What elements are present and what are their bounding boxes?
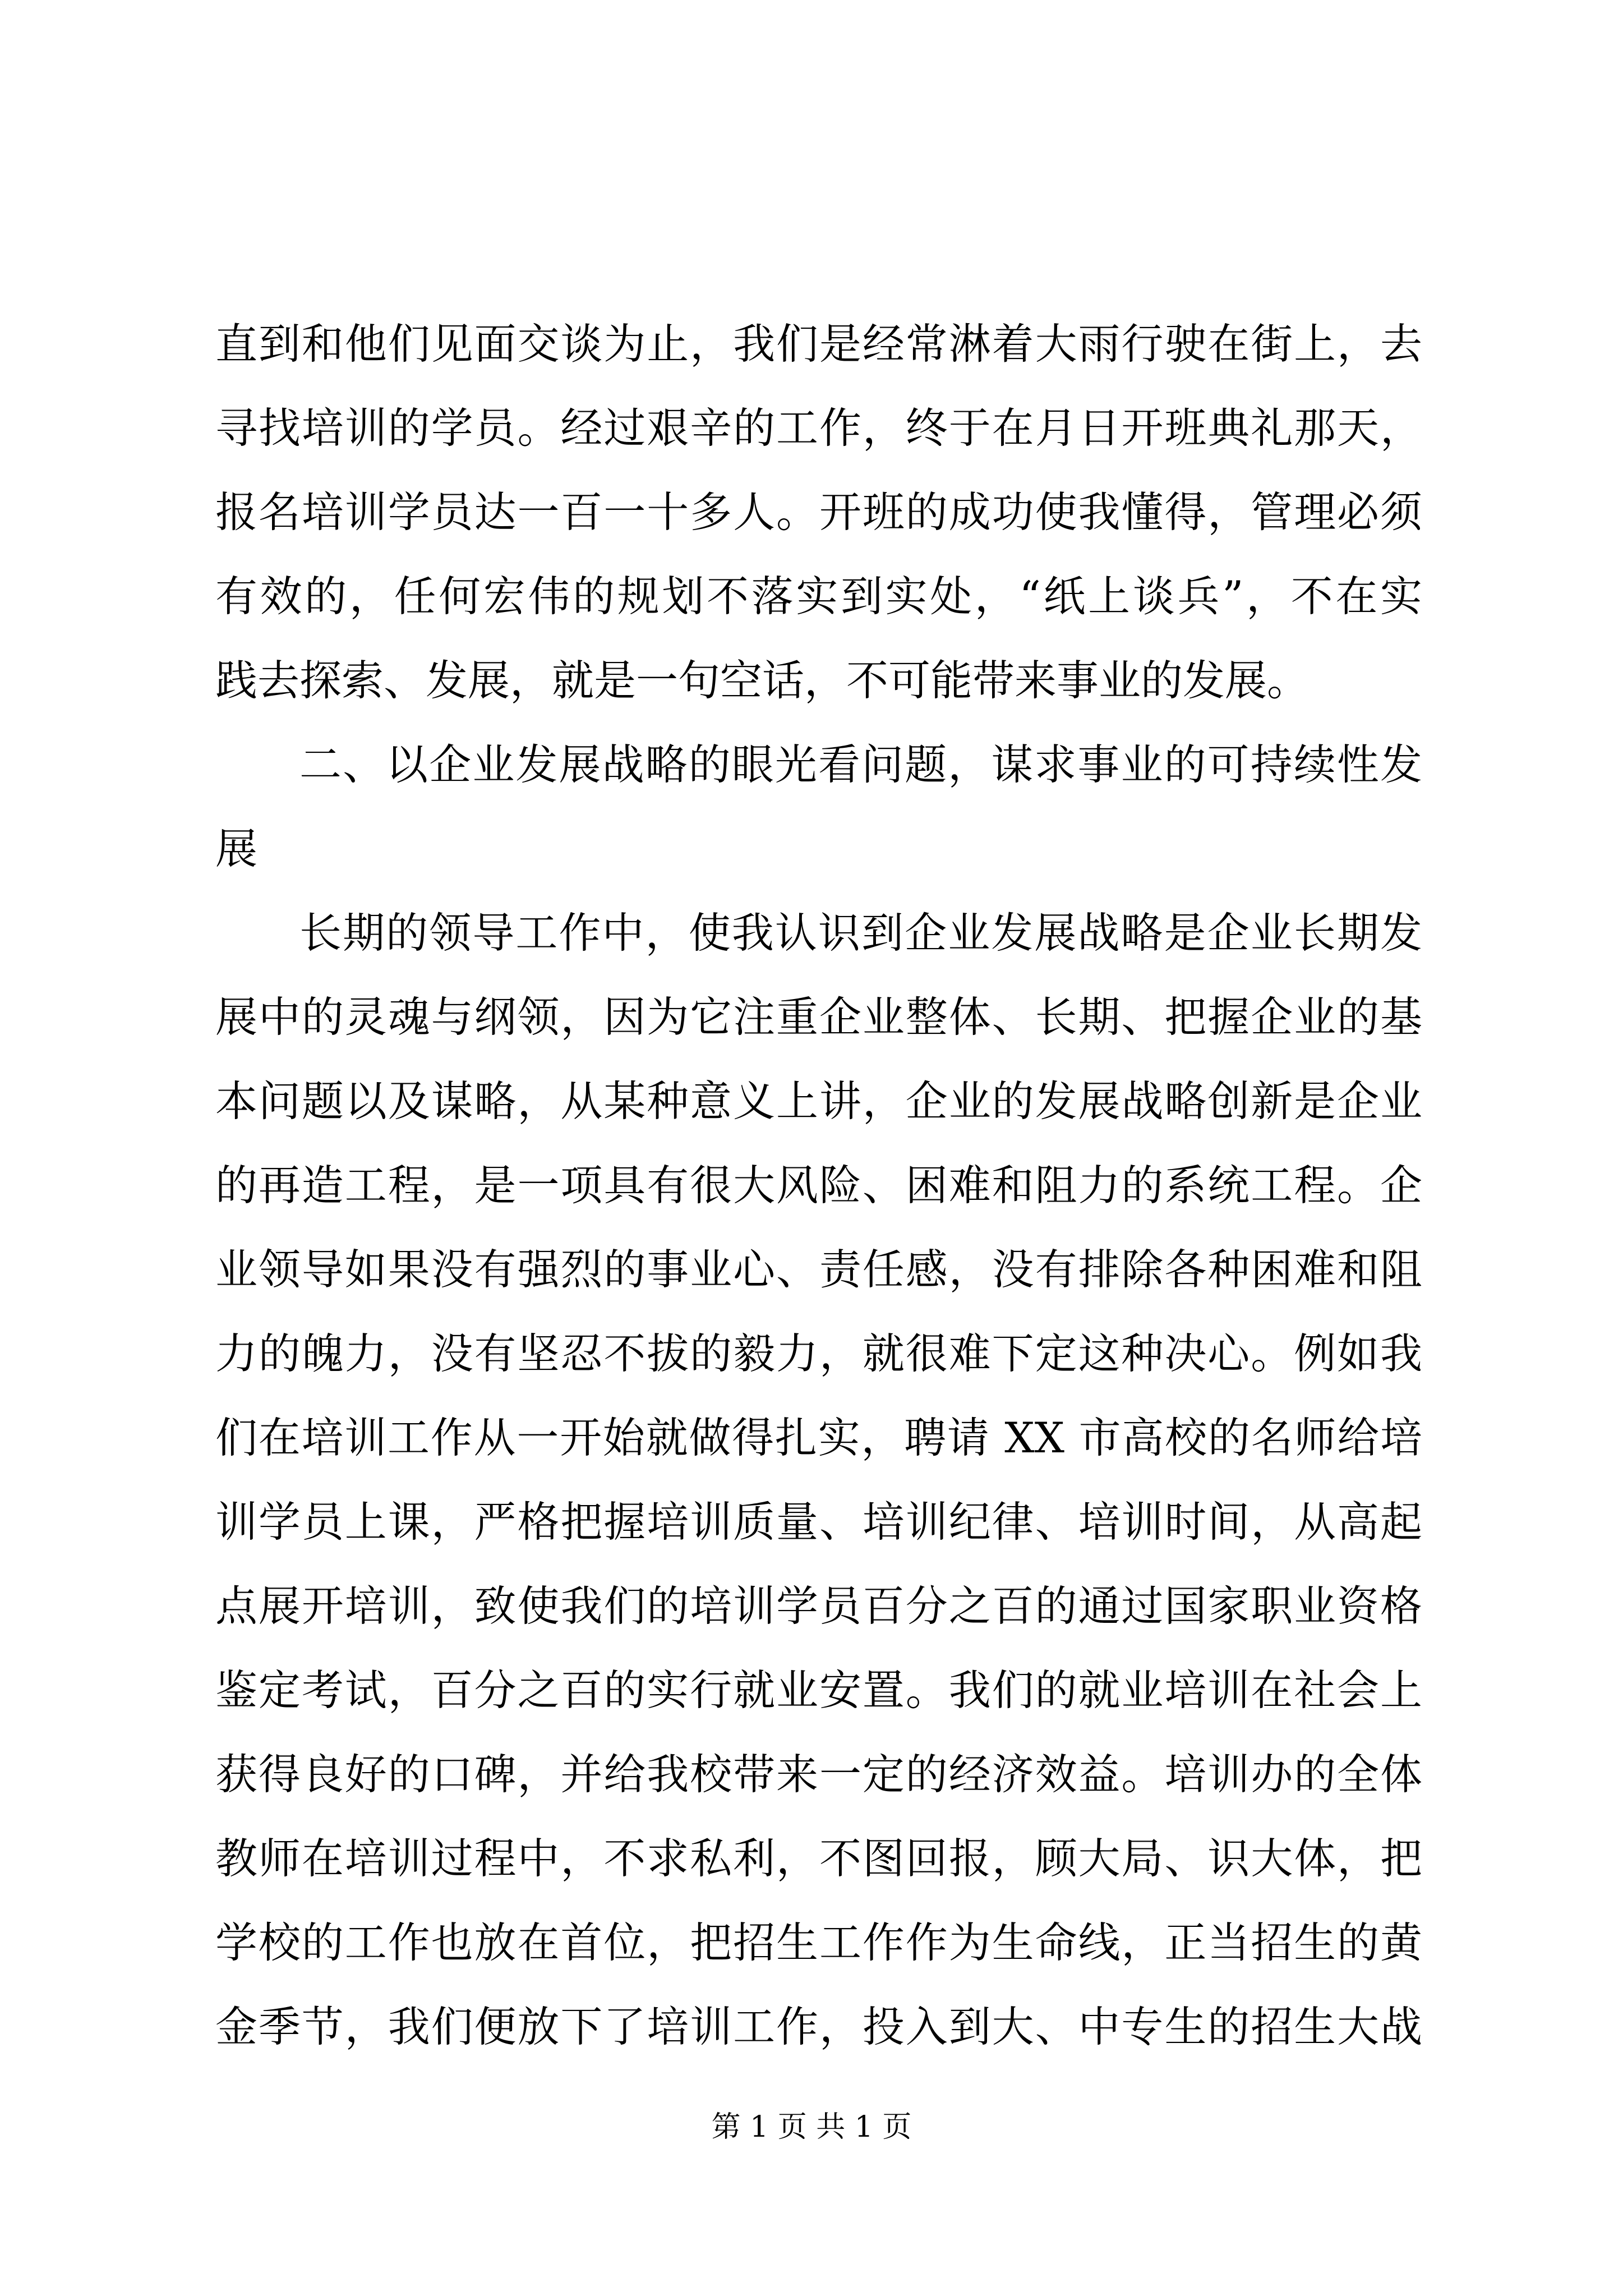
text-line: 金季节，我们便放下了培训工作，投入到大、中专生的招生大战 xyxy=(215,2002,1422,2051)
text-line: 长期的领导工作中，使我认识到企业发展战略是企业长期发 xyxy=(299,908,1422,958)
text-line: 点展开培训，致使我们的培训学员百分之百的通过国家职业资格 xyxy=(215,1581,1422,1631)
text-line: 本问题以及谋略，从某种意义上讲，企业的发展战略创新是企业 xyxy=(215,1076,1422,1126)
text-line: 鉴定考试，百分之百的实行就业安置。我们的就业培训在社会上 xyxy=(215,1665,1422,1715)
text-line: 业领导如果没有强烈的事业心、责任感，没有排除各种困难和阻 xyxy=(215,1245,1422,1294)
text-line: 直到和他们见面交谈为止，我们是经常淋着大雨行驶在街上，去 xyxy=(215,319,1422,369)
text-line: 的再造工程，是一项具有很大风险、困难和阻力的系统工程。企 xyxy=(215,1161,1422,1210)
section-heading-line: 展 xyxy=(215,824,258,873)
text-line: 获得良好的口碑，并给我校带来一定的经济效益。培训办的全体 xyxy=(215,1750,1422,1799)
page-footer: 第 1 页 共 1 页 xyxy=(711,2110,912,2144)
text-line: 训学员上课，严格把握培训质量、培训纪律、培训时间，从高起 xyxy=(215,1497,1422,1547)
text-line: 践去探索、发展，就是一句空话，不可能带来事业的发展。 xyxy=(215,656,1310,705)
text-line: 报名培训学员达一百一十多人。开班的成功使我懂得，管理必须 xyxy=(215,487,1422,537)
text-line: 教师在培训过程中，不求私利，不图回报，顾大局、识大体，把 xyxy=(215,1834,1422,1883)
text-line: 有效的，任何宏伟的规划不落实到实处，“纸上谈兵”，不在实 xyxy=(215,572,1422,621)
text-line: 们在培训工作从一开始就做得扎实，聘请 XX 市高校的名师给培 xyxy=(215,1413,1422,1462)
section-heading-line: 二、以企业发展战略的眼光看问题，谋求事业的可持续性发 xyxy=(299,740,1422,789)
text-line: 展中的灵魂与纲领，因为它注重企业整体、长期、把握企业的基 xyxy=(215,992,1422,1042)
text-line: 寻找培训的学员。经过艰辛的工作，终于在月日开班典礼那天， xyxy=(215,403,1422,453)
text-line: 学校的工作也放在首位，把招生工作作为生命线，正当招生的黄 xyxy=(215,1918,1422,1967)
text-line: 力的魄力，没有坚忍不拔的毅力，就很难下定这种决心。例如我 xyxy=(215,1329,1422,1378)
